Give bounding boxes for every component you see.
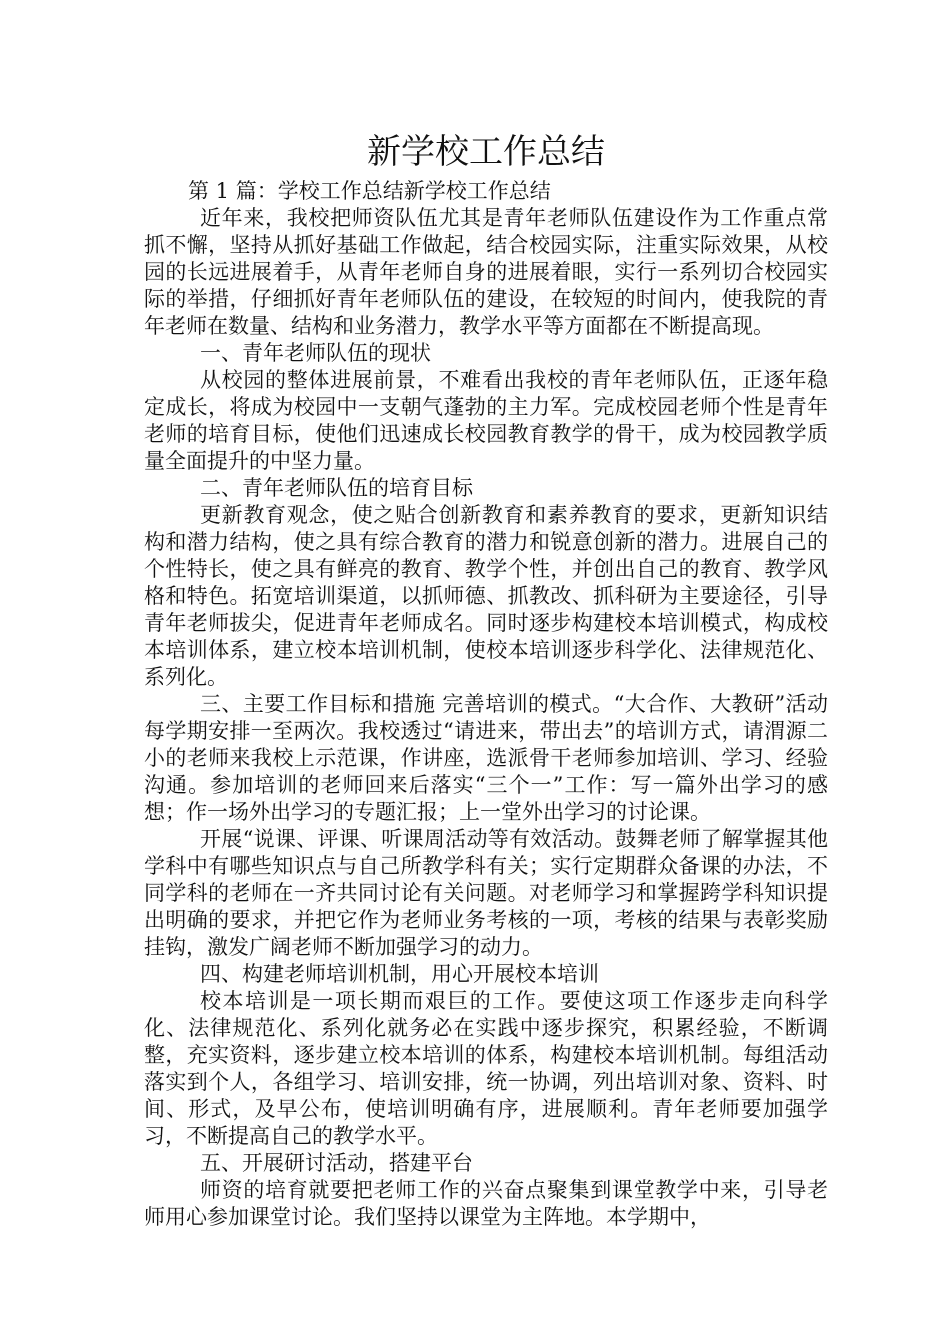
body-paragraph: 更新教育观念，使之贴合创新教育和素养教育的要求，更新知识结构和潜力结构，使之具有综合教育的潜力和锐意创新的潜力。进展自己的个性特长，使之具有鲜亮的教育、教学个性，并创出自己的教育、教学风格和特色。拓宽培训渠道，以抓师德、抓教改、抓科研为主要途径，引导青年老师拔尖，促进青年老师成名。同时逐步构建校本培训模式，构成校本培训体系，建立校本培训机制，使校本培训逐步科学化、法律规范化、系列化。 — [144, 503, 828, 689]
section-heading: 二、青年老师队伍的培育目标 — [200, 476, 473, 500]
body-paragraph: 开展“说课、评课、听课周活动等有效活动。鼓舞老师了解掌握其他学科中有哪些知识点与自己所教学科有关；实行定期群众备课的办法，不同学科的老师在一齐共同讨论有关问题。对老师学习和掌握跨学科知识提出明确的要求，并把它作为老师业务考核的一项，考核的结果与表彰奖励挂钩，激发广阔老师不断加强学习的动力。 — [144, 827, 828, 959]
document-title: 新学校工作总结 — [367, 132, 605, 172]
body-paragraph: 近年来，我校把师资队伍尤其是青年老师队伍建设作为工作重点常抓不懈，坚持从抓好基础工作做起，结合校园实际，注重实际效果，从校园的长远进展着手，从青年老师自身的进展着眼，实行一系列切合校园实际的举措，仔细抓好青年老师队伍的建设，在较短的时间内，使我院的青年老师在数量、结构和业务潜力，教学水平等方面都在不断提高现。 — [144, 206, 828, 338]
section-heading: 五、开展研讨活动，搭建平台 — [200, 1151, 473, 1175]
body-paragraph: 师资的培育就要把老师工作的兴奋点聚集到课堂教学中来，引导老师用心参加课堂讨论。我们坚持以课堂为主阵地。本学期中， — [144, 1178, 828, 1229]
document-subtitle: 第 1 篇：学校工作总结新学校工作总结 — [188, 179, 551, 203]
section-heading: 一、青年老师队伍的现状 — [200, 341, 431, 365]
body-paragraph: 校本培训是一项长期而艰巨的工作。要使这项工作逐步走向科学化、法律规范化、系列化就务必在实践中逐步探究，积累经验，不断调整，充实资料，逐步建立校本培训的体系，构建校本培训机制。每组活动落实到个人，各组学习、培训安排，统一协调，列出培训对象、资料、时间、形式，及早公布，使培训明确有序，进展顺利。青年老师要加强学习，不断提高自己的教学水平。 — [144, 989, 828, 1148]
document-page — [144, 128, 828, 1231]
body-paragraph: 从校园的整体进展前景，不难看出我校的青年老师队伍，正逐年稳定成长，将成为校园中一支朝气蓬勃的主力军。完成校园老师个性是青年老师的培育目标，使他们迅速成长校园教育教学的骨干，成为校园教学质量全面提升的中坚力量。 — [144, 368, 828, 473]
body-paragraph: 三、主要工作目标和措施 完善培训的模式。“大合作、大教研”活动每学期安排一至两次。我校透过“请进来，带出去”的培训方式，请渭源二小的老师来我校上示范课，作讲座，选派骨干老师参加培训、学习、经验沟通。参加培训的老师回来后落实“三个一”工作：写一篇外出学习的感想；作一场外出学习的专题汇报；上一堂外出学习的讨论课。 — [144, 692, 828, 824]
document-body — [144, 205, 828, 1231]
section-heading: 四、构建老师培训机制，用心开展校本培训 — [200, 962, 599, 986]
